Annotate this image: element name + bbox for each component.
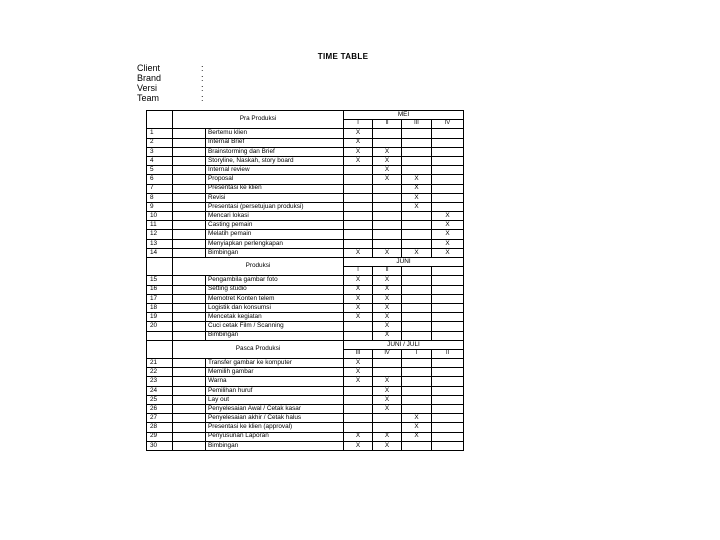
meta-value: :	[201, 63, 204, 73]
task-row	[147, 322, 464, 331]
task-name: Setting studio	[206, 285, 344, 294]
task-number: 28	[147, 423, 173, 432]
task-number: 19	[147, 313, 173, 322]
task-row	[147, 184, 464, 193]
blank-cell	[173, 303, 206, 312]
task-name: Pemilihan huruf	[206, 386, 344, 395]
task-name: Mencari lokasi	[206, 212, 344, 221]
blank-cell	[173, 193, 206, 202]
task-row	[147, 147, 464, 156]
blank-cell	[173, 156, 206, 165]
task-row	[147, 175, 464, 184]
task-name: Internal review	[206, 166, 344, 175]
schedule-mark	[432, 359, 464, 368]
blank-cell	[173, 368, 206, 377]
schedule-mark	[402, 294, 432, 303]
schedule-mark: X	[373, 285, 402, 294]
schedule-mark	[344, 331, 373, 340]
task-row	[147, 166, 464, 175]
task-row	[147, 239, 464, 248]
task-number: 12	[147, 230, 173, 239]
document-title: TIME TABLE	[317, 52, 369, 61]
week-label: I	[344, 267, 373, 276]
week-label: IV	[373, 349, 402, 358]
schedule-mark: X	[344, 285, 373, 294]
schedule-mark: X	[344, 359, 373, 368]
task-name: Revisi	[206, 193, 344, 202]
blank-cell	[173, 377, 206, 386]
schedule-mark	[373, 221, 402, 230]
task-number: 15	[147, 276, 173, 285]
task-name: Proposal	[206, 175, 344, 184]
schedule-mark	[432, 441, 464, 450]
task-row	[147, 368, 464, 377]
schedule-mark: X	[373, 166, 402, 175]
task-row	[147, 129, 464, 138]
schedule-mark	[432, 129, 464, 138]
task-number: 9	[147, 202, 173, 211]
schedule-mark	[402, 138, 432, 147]
schedule-mark: X	[402, 175, 432, 184]
schedule-mark	[432, 432, 464, 441]
task-row	[147, 377, 464, 386]
meta-label: Team	[137, 93, 160, 103]
task-number: 1	[147, 129, 173, 138]
schedule-mark	[402, 276, 432, 285]
schedule-mark: X	[373, 441, 402, 450]
task-row	[147, 423, 464, 432]
section-header-row	[147, 340, 464, 349]
task-name: Casting pemain	[206, 221, 344, 230]
task-number: 22	[147, 368, 173, 377]
section-name: Pra Produksi	[173, 111, 344, 129]
blank-cell	[173, 138, 206, 147]
task-number: 10	[147, 212, 173, 221]
task-number: 25	[147, 395, 173, 404]
task-name: Mencetak kegiatan	[206, 313, 344, 322]
task-row	[147, 221, 464, 230]
schedule-mark: X	[373, 331, 402, 340]
week-label: II	[373, 267, 402, 276]
section-header-row	[147, 111, 464, 120]
meta-label: Versi	[137, 83, 158, 93]
schedule-mark	[344, 414, 373, 423]
week-label: III	[344, 349, 373, 358]
section-header-row	[147, 258, 464, 267]
time-table	[146, 110, 464, 451]
schedule-mark: X	[402, 202, 432, 211]
schedule-mark: X	[344, 368, 373, 377]
task-name: Pengambila gambar foto	[206, 276, 344, 285]
schedule-mark	[432, 368, 464, 377]
week-label: II	[373, 120, 402, 129]
blank-cell	[173, 248, 206, 257]
task-row	[147, 303, 464, 312]
schedule-mark: X	[432, 239, 464, 248]
task-row	[147, 138, 464, 147]
blank-cell	[173, 322, 206, 331]
task-name: Bimbingan	[206, 331, 344, 340]
meta-label: Brand	[137, 73, 162, 83]
schedule-mark: X	[344, 294, 373, 303]
task-number: 30	[147, 441, 173, 450]
blank-cell	[173, 276, 206, 285]
schedule-mark	[432, 313, 464, 322]
task-row	[147, 405, 464, 414]
task-name: Cuci cetak Film / Scanning	[206, 322, 344, 331]
task-name: Penyusunan Laporan	[206, 432, 344, 441]
schedule-mark	[344, 202, 373, 211]
schedule-mark	[373, 239, 402, 248]
task-row	[147, 395, 464, 404]
schedule-mark: X	[344, 432, 373, 441]
task-name: Warna	[206, 377, 344, 386]
task-number: 16	[147, 285, 173, 294]
blank-cell	[173, 239, 206, 248]
schedule-mark: X	[344, 156, 373, 165]
task-name: Memotret Konten telem	[206, 294, 344, 303]
schedule-mark	[344, 395, 373, 404]
schedule-mark	[402, 147, 432, 156]
schedule-mark	[344, 230, 373, 239]
schedule-mark	[373, 129, 402, 138]
blank-cell	[173, 414, 206, 423]
section-month: JUNI	[344, 258, 464, 267]
task-row	[147, 313, 464, 322]
schedule-mark: X	[344, 303, 373, 312]
schedule-mark: X	[373, 175, 402, 184]
schedule-mark	[402, 395, 432, 404]
task-number: 18	[147, 303, 173, 312]
schedule-mark	[432, 386, 464, 395]
blank-cell	[173, 147, 206, 156]
schedule-mark	[344, 175, 373, 184]
task-number: 8	[147, 193, 173, 202]
week-label: I	[402, 349, 432, 358]
schedule-mark: X	[373, 405, 402, 414]
blank-cell	[173, 166, 206, 175]
schedule-mark	[402, 405, 432, 414]
task-number: 13	[147, 239, 173, 248]
schedule-mark: X	[344, 441, 373, 450]
schedule-mark	[373, 230, 402, 239]
task-name: Bimbingan	[206, 248, 344, 257]
task-row	[147, 294, 464, 303]
blank-cell	[173, 423, 206, 432]
blank-cell	[173, 441, 206, 450]
schedule-mark: X	[402, 193, 432, 202]
blank-cell	[173, 395, 206, 404]
schedule-mark	[373, 184, 402, 193]
schedule-mark: X	[373, 395, 402, 404]
schedule-mark	[373, 202, 402, 211]
schedule-mark: X	[344, 147, 373, 156]
header-blank	[147, 258, 173, 276]
schedule-mark	[432, 184, 464, 193]
schedule-mark	[402, 331, 432, 340]
meta-brand	[137, 73, 204, 83]
schedule-mark	[432, 175, 464, 184]
schedule-mark: X	[402, 432, 432, 441]
week-label: II	[432, 349, 464, 358]
schedule-mark	[432, 276, 464, 285]
schedule-mark	[432, 147, 464, 156]
header-blank	[147, 340, 173, 358]
schedule-mark: X	[402, 248, 432, 257]
task-number: 2	[147, 138, 173, 147]
task-name: Bertemu klien	[206, 129, 344, 138]
schedule-mark	[402, 156, 432, 165]
schedule-mark: X	[373, 303, 402, 312]
schedule-mark	[344, 193, 373, 202]
schedule-mark	[402, 221, 432, 230]
schedule-mark	[344, 184, 373, 193]
schedule-mark	[402, 166, 432, 175]
schedule-mark	[373, 414, 402, 423]
schedule-mark	[432, 405, 464, 414]
task-name: Presentasi ke klien	[206, 184, 344, 193]
task-name: Melatih pemain	[206, 230, 344, 239]
schedule-mark	[402, 129, 432, 138]
schedule-mark	[432, 156, 464, 165]
task-row	[147, 285, 464, 294]
schedule-mark: X	[373, 386, 402, 395]
schedule-mark	[432, 414, 464, 423]
task-name: Lay out	[206, 395, 344, 404]
week-label	[432, 267, 464, 276]
blank-cell	[173, 202, 206, 211]
schedule-mark	[373, 368, 402, 377]
blank-cell	[173, 230, 206, 239]
schedule-mark	[373, 193, 402, 202]
task-number: 5	[147, 166, 173, 175]
task-number: 21	[147, 359, 173, 368]
task-row	[147, 248, 464, 257]
schedule-mark	[402, 313, 432, 322]
task-number	[147, 331, 173, 340]
schedule-mark: X	[432, 230, 464, 239]
task-name: Logistik dan konsumsi	[206, 303, 344, 312]
task-name: Brainstorming dan Brief	[206, 147, 344, 156]
blank-cell	[173, 294, 206, 303]
schedule-mark: X	[373, 294, 402, 303]
task-name: Penyelesaian Awal / Cetak kasar	[206, 405, 344, 414]
schedule-mark: X	[432, 221, 464, 230]
schedule-mark	[402, 285, 432, 294]
task-number: 11	[147, 221, 173, 230]
schedule-mark	[432, 395, 464, 404]
schedule-mark	[402, 441, 432, 450]
schedule-mark	[344, 212, 373, 221]
schedule-mark	[432, 138, 464, 147]
task-row	[147, 441, 464, 450]
schedule-mark: X	[432, 212, 464, 221]
blank-cell	[173, 331, 206, 340]
schedule-mark	[344, 239, 373, 248]
blank-cell	[173, 405, 206, 414]
task-name: Internal Brief	[206, 138, 344, 147]
schedule-mark	[402, 230, 432, 239]
schedule-mark	[402, 239, 432, 248]
task-number: 17	[147, 294, 173, 303]
schedule-mark	[432, 294, 464, 303]
schedule-mark: X	[373, 432, 402, 441]
schedule-mark	[402, 377, 432, 386]
schedule-mark: X	[373, 276, 402, 285]
task-row	[147, 230, 464, 239]
schedule-mark: X	[344, 129, 373, 138]
task-name: Memilih gambar	[206, 368, 344, 377]
task-number: 14	[147, 248, 173, 257]
meta-label: Client	[137, 63, 161, 73]
schedule-mark: X	[373, 248, 402, 257]
schedule-mark	[432, 303, 464, 312]
schedule-mark: X	[344, 377, 373, 386]
task-number: 24	[147, 386, 173, 395]
task-number: 23	[147, 377, 173, 386]
task-row	[147, 386, 464, 395]
schedule-mark: X	[344, 248, 373, 257]
schedule-mark: X	[402, 414, 432, 423]
schedule-mark	[344, 386, 373, 395]
task-number: 6	[147, 175, 173, 184]
blank-cell	[173, 313, 206, 322]
meta-versi	[137, 83, 204, 93]
task-row	[147, 212, 464, 221]
section-month: JUNI / JULI	[344, 340, 464, 349]
schedule-mark	[402, 359, 432, 368]
schedule-mark	[373, 423, 402, 432]
schedule-mark	[432, 285, 464, 294]
task-name: Storyline, Naskah, story board	[206, 156, 344, 165]
task-name: Bimbingan	[206, 441, 344, 450]
schedule-mark	[402, 368, 432, 377]
task-row	[147, 193, 464, 202]
week-label: I	[344, 120, 373, 129]
task-name: Presentasi (persetujuan produksi)	[206, 202, 344, 211]
task-row	[147, 202, 464, 211]
section-name: Produksi	[173, 258, 344, 276]
task-row	[147, 359, 464, 368]
task-row	[147, 276, 464, 285]
blank-cell	[173, 285, 206, 294]
blank-cell	[173, 212, 206, 221]
blank-cell	[173, 184, 206, 193]
task-number: 29	[147, 432, 173, 441]
schedule-mark: X	[402, 423, 432, 432]
project-meta	[137, 63, 204, 103]
task-number: 3	[147, 147, 173, 156]
schedule-mark	[402, 303, 432, 312]
meta-client	[137, 63, 204, 73]
schedule-mark: X	[373, 313, 402, 322]
blank-cell	[173, 175, 206, 184]
schedule-mark	[344, 221, 373, 230]
week-label	[402, 267, 432, 276]
schedule-mark	[344, 423, 373, 432]
task-name: Menyiapkan perlengkapan	[206, 239, 344, 248]
schedule-mark	[432, 202, 464, 211]
task-row	[147, 414, 464, 423]
task-number: 4	[147, 156, 173, 165]
schedule-mark: X	[344, 276, 373, 285]
schedule-mark	[373, 359, 402, 368]
schedule-mark	[432, 166, 464, 175]
meta-value: :	[201, 93, 204, 103]
blank-cell	[173, 432, 206, 441]
task-number: 26	[147, 405, 173, 414]
schedule-mark	[402, 212, 432, 221]
schedule-mark: X	[373, 147, 402, 156]
task-number: 27	[147, 414, 173, 423]
schedule-mark	[432, 322, 464, 331]
schedule-mark: X	[373, 377, 402, 386]
section-name: Pasca Produksi	[173, 340, 344, 358]
schedule-mark	[344, 166, 373, 175]
schedule-mark	[432, 193, 464, 202]
task-row	[147, 156, 464, 165]
meta-value: :	[201, 73, 204, 83]
blank-cell	[173, 359, 206, 368]
task-number: 20	[147, 322, 173, 331]
task-row	[147, 432, 464, 441]
schedule-mark	[432, 331, 464, 340]
schedule-mark	[402, 386, 432, 395]
schedule-mark: X	[344, 138, 373, 147]
week-label: III	[402, 120, 432, 129]
task-number: 7	[147, 184, 173, 193]
week-label: IV	[432, 120, 464, 129]
task-name: Penyelesaian akhir / Cetak halus	[206, 414, 344, 423]
blank-cell	[173, 221, 206, 230]
schedule-mark	[402, 322, 432, 331]
schedule-mark: X	[402, 184, 432, 193]
schedule-mark	[344, 322, 373, 331]
schedule-mark	[432, 423, 464, 432]
task-name: Transfer gambar ke komputer	[206, 359, 344, 368]
header-blank	[147, 111, 173, 129]
schedule-mark	[432, 377, 464, 386]
blank-cell	[173, 386, 206, 395]
task-row	[147, 331, 464, 340]
task-name: Presentasi ke klien (approval)	[206, 423, 344, 432]
meta-value: :	[201, 83, 204, 93]
schedule-mark: X	[373, 156, 402, 165]
schedule-mark: X	[344, 313, 373, 322]
schedule-mark: X	[432, 248, 464, 257]
meta-team	[137, 93, 204, 103]
schedule-mark: X	[373, 322, 402, 331]
schedule-mark	[373, 138, 402, 147]
schedule-mark	[373, 212, 402, 221]
section-month: MEI	[344, 111, 464, 120]
blank-cell	[173, 129, 206, 138]
schedule-mark	[344, 405, 373, 414]
